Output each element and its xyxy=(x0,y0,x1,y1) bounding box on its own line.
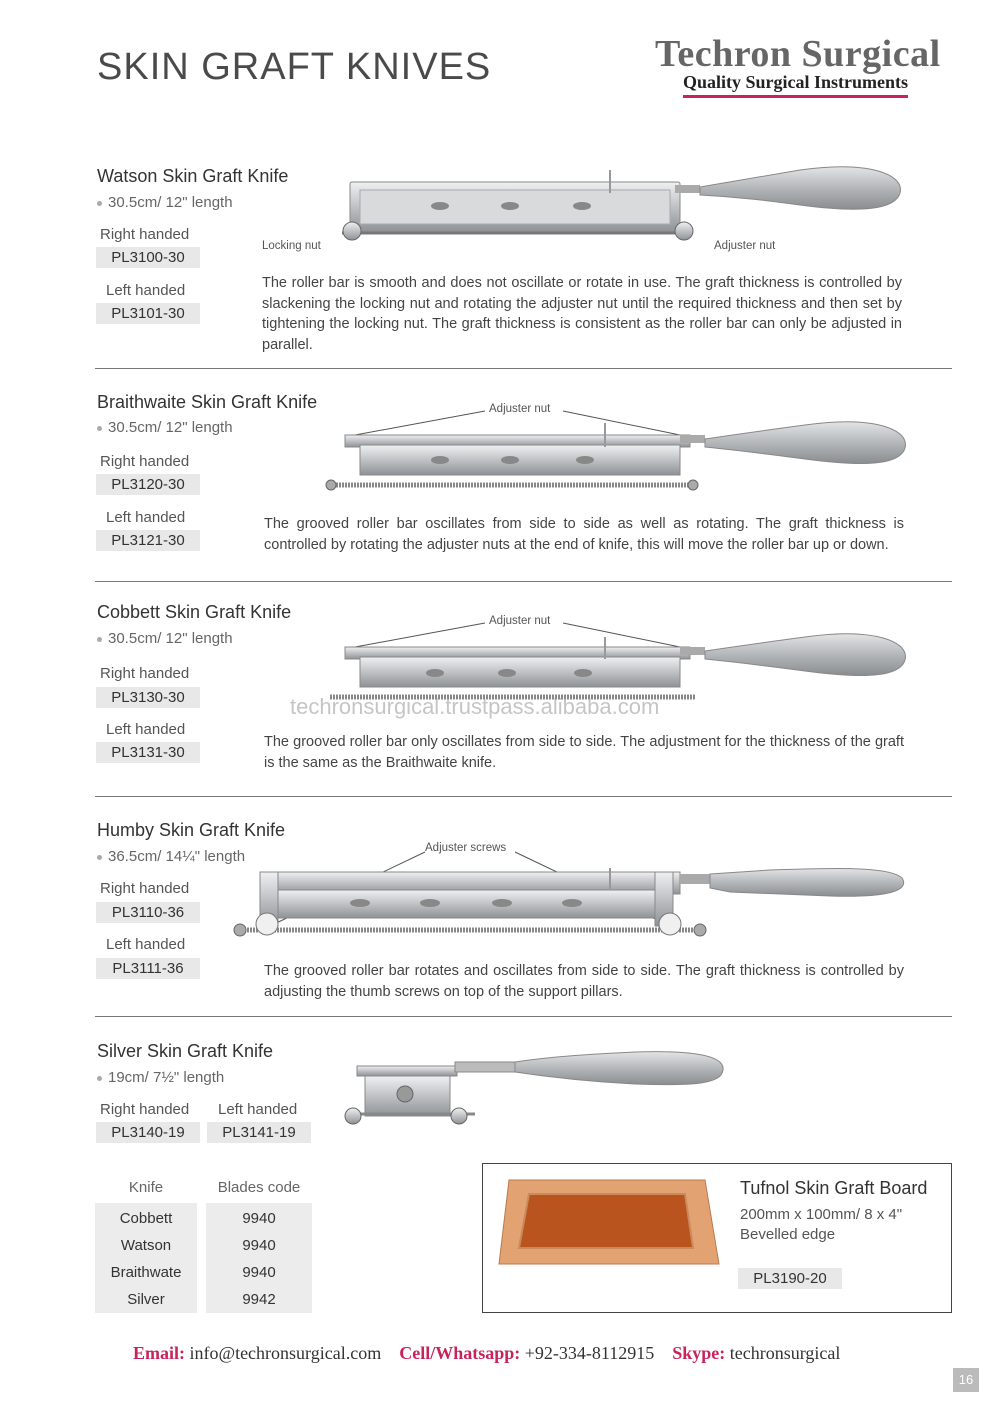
board-name: Tufnol Skin Graft Board xyxy=(740,1178,928,1198)
table-cell: Silver xyxy=(127,1291,165,1308)
product-length-watson: 30.5cm/ 12" length xyxy=(97,194,233,211)
product-code: PL3130-30 xyxy=(96,687,200,708)
section-divider xyxy=(95,368,952,369)
email-key: Email: xyxy=(133,1343,185,1363)
left-handed-label: Left handed xyxy=(106,509,186,526)
product-name-silver: Silver Skin Graft Knife xyxy=(97,1041,274,1061)
watermark: techronsurgical.trustpass.alibaba.com xyxy=(290,694,660,719)
product-code: PL3140-19 xyxy=(96,1122,200,1143)
product-description: The grooved roller bar oscillates from side to side as well as rotating. The graft thickness is controlled by rotating the adjuster nuts at the end of knife, this will move the roller bar up or down. xyxy=(264,516,904,553)
humby-knife-image xyxy=(230,848,910,948)
bullet-icon xyxy=(97,1076,102,1081)
product-description: The grooved roller bar rotates and oscillates from side to side. The graft thickness is controlled by adjusting the thumb screws on top of the support pillars. xyxy=(264,963,904,1000)
callout-label: Locking nut xyxy=(262,240,321,252)
board-edge: Bevelled edge xyxy=(740,1226,836,1243)
skype-handle: techronsurgical xyxy=(729,1343,841,1363)
product-length-braithwaite: 30.5cm/ 12" length xyxy=(97,419,233,436)
table-cell: Braithwate xyxy=(110,1264,182,1281)
blades-table-code-cells xyxy=(206,1205,312,1313)
cobbett-knife-image xyxy=(325,617,915,705)
table-cell: 9942 xyxy=(242,1291,276,1308)
product-description: The roller bar is smooth and does not oscillate or rotate in use. The graft thickness is controlled by slackening the locking nut and rotating the adjuster nut until the required thickness and then set by tightening the locking nut. The graft thickness is consistent as the roller bar can only be adjusted in parallel. xyxy=(262,275,902,353)
product-code: PL3121-30 xyxy=(96,530,200,551)
right-handed-label: Right handed xyxy=(100,880,190,897)
bullet-icon xyxy=(97,426,102,431)
page-number: 16 xyxy=(953,1368,979,1392)
callout-label: Adjuster screws xyxy=(425,842,507,854)
product-name-braithwaite: Braithwaite Skin Graft Knife xyxy=(97,392,318,412)
product-code: PL3190-20 xyxy=(738,1268,842,1289)
brand-tagline: Quality Surgical Instruments xyxy=(683,72,908,98)
right-handed-label: Right handed xyxy=(100,665,190,682)
right-handed-label: Right handed xyxy=(100,226,190,243)
board-size: 200mm x 100mm/ 8 x 4" xyxy=(740,1206,903,1223)
watson-knife-image xyxy=(320,165,910,250)
table-cell: 9940 xyxy=(242,1237,276,1254)
cell-number: +92-334-8112915 xyxy=(524,1343,655,1363)
bullet-icon xyxy=(97,201,102,206)
page-title: SKIN GRAFT KNIVES xyxy=(97,46,492,88)
right-handed-label: Right handed xyxy=(100,1101,190,1118)
contact-footer xyxy=(133,1343,840,1364)
skype-key: Skype: xyxy=(672,1343,726,1363)
left-handed-label: Left handed xyxy=(106,936,186,953)
product-code: PL3120-30 xyxy=(96,474,200,495)
silver-knife-image xyxy=(335,1048,730,1133)
left-handed-label: Left handed xyxy=(218,1101,298,1118)
table-cell: 9940 xyxy=(242,1264,276,1281)
table-cell: Cobbett xyxy=(119,1210,173,1227)
blades-table-header: Blades code xyxy=(217,1179,301,1196)
section-divider xyxy=(95,581,952,582)
section-divider xyxy=(95,796,952,797)
callout-label: Adjuster nut xyxy=(714,240,776,252)
product-name-humby: Humby Skin Graft Knife xyxy=(97,820,286,840)
callout-label: Adjuster nut xyxy=(489,403,551,415)
product-code: PL3100-30 xyxy=(96,247,200,268)
product-code: PL3110-36 xyxy=(96,902,200,923)
blades-table-header: Knife xyxy=(128,1179,164,1196)
right-handed-label: Right handed xyxy=(100,453,190,470)
section-divider xyxy=(95,1016,952,1017)
table-cell: 9940 xyxy=(242,1210,276,1227)
cell-key: Cell/Whatsapp: xyxy=(399,1343,521,1363)
product-length-humby: 36.5cm/ 14¼" length xyxy=(97,848,245,865)
left-handed-label: Left handed xyxy=(106,721,186,738)
left-handed-label: Left handed xyxy=(106,282,186,299)
product-name-watson: Watson Skin Graft Knife xyxy=(97,166,289,186)
brand-logo: Techron Surgical xyxy=(655,33,941,75)
product-length-silver: 19cm/ 7½" length xyxy=(97,1069,224,1086)
product-description: The grooved roller bar only oscillates from side to side. The adjustment for the thickness of the graft is the same as the Braithwaite knife. xyxy=(264,734,904,771)
product-name-cobbett: Cobbett Skin Graft Knife xyxy=(97,602,292,622)
bullet-icon xyxy=(97,637,102,642)
product-code: PL3141-19 xyxy=(207,1122,311,1143)
skin-graft-board-image xyxy=(497,1178,722,1268)
table-cell: Watson xyxy=(120,1237,172,1254)
callout-label: Adjuster nut xyxy=(489,615,551,627)
email-link[interactable]: info@techronsurgical.com xyxy=(189,1343,382,1363)
product-code: PL3111-36 xyxy=(96,958,200,979)
blades-table-knife-cells xyxy=(95,1205,197,1313)
product-code: PL3101-30 xyxy=(96,303,200,324)
product-code: PL3131-30 xyxy=(96,742,200,763)
product-length-cobbett: 30.5cm/ 12" length xyxy=(97,630,233,647)
bullet-icon xyxy=(97,855,102,860)
braithwaite-knife-image xyxy=(325,405,915,495)
